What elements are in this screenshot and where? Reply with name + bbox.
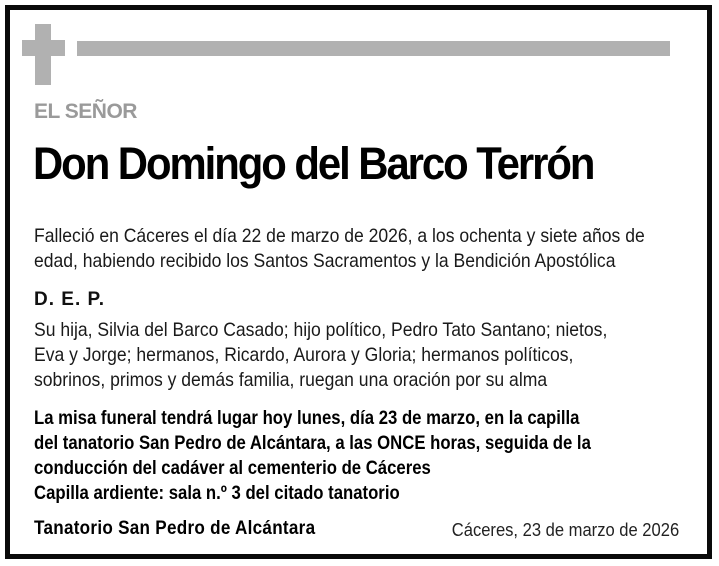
family-line: sobrinos, primos y demás familia, ruegan una oración por su alma [34, 369, 548, 391]
death-notice-line: Falleció en Cáceres el día 22 de marzo de 2026, a los ochenta y siete años de [34, 225, 645, 247]
funeral-home: Tanatorio San Pedro de Alcántara [34, 518, 316, 539]
funeral-line: conducción del cadáver al cementerio de Cáceres [34, 458, 431, 479]
funeral-line: La misa funeral tendrá lugar hoy lunes, día 23 de marzo, en la capilla [34, 408, 580, 429]
funeral-details [34, 406, 632, 506]
family-notice [34, 318, 646, 393]
rip-abbreviation: D. E. P. [34, 289, 106, 310]
family-line: Su hija, Silvia del Barco Casado; hijo político, Pedro Tato Santano; nietos, [34, 319, 608, 341]
death-notice-line: edad, habiendo recibido los Santos Sacramentos y la Bendición Apostólica [34, 250, 616, 272]
family-line: Eva y Jorge; hermanos, Ricardo, Aurora y Gloria; hermanos políticos, [34, 344, 574, 366]
title-label: EL SEÑOR [34, 100, 137, 123]
funeral-line: del tanatorio San Pedro de Alcántara, a las ONCE horas, seguida de la [34, 433, 591, 454]
place-date: Cáceres, 23 de marzo de 2026 [451, 520, 679, 540]
death-notice [34, 224, 646, 274]
deceased-name: Don Domingo del Barco Terrón [33, 138, 594, 189]
header-rule [77, 41, 670, 56]
cross-icon-arm [22, 40, 65, 56]
funeral-line: Capilla ardiente: sala n.º 3 del citado tanatorio [34, 483, 400, 504]
